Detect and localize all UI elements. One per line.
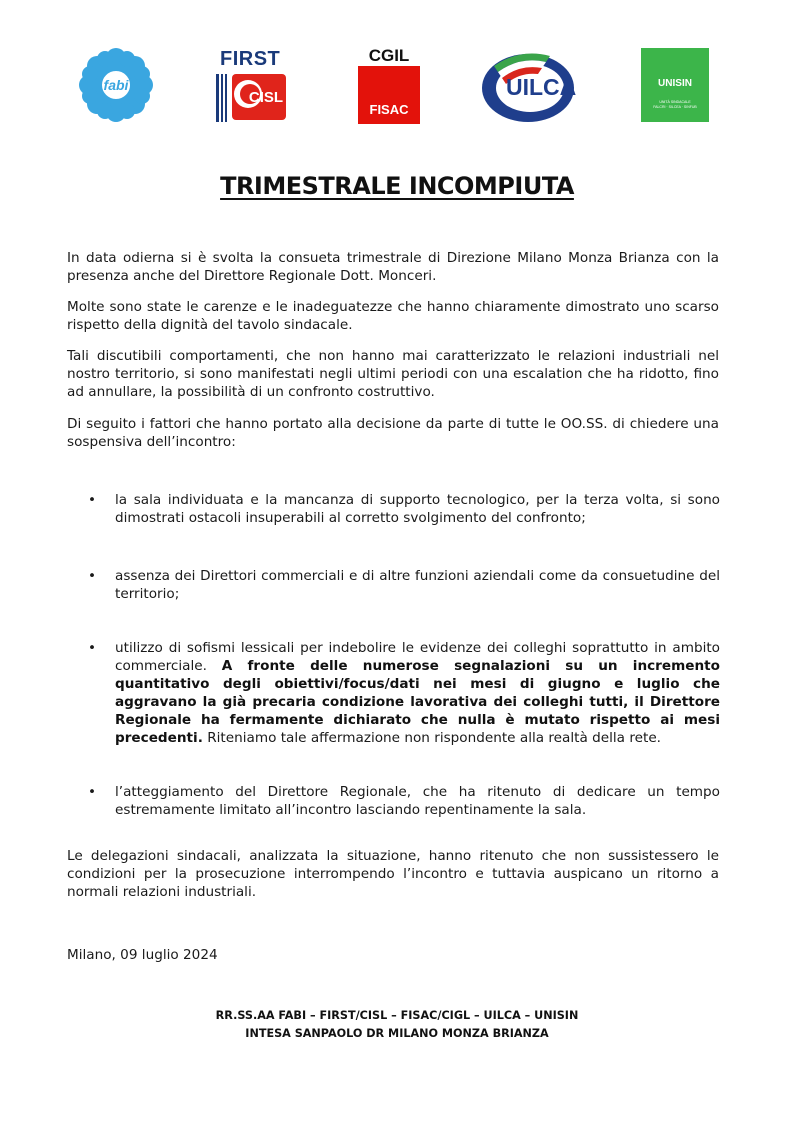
- list-item: [88, 639, 720, 747]
- uilca-logo-text: UILCA: [506, 74, 577, 100]
- first-cisl-logo: [214, 48, 290, 124]
- unisin-logo-subtext: UNITÀ SINDACALE FALCRI · SILCEA · SINFUB: [653, 100, 697, 109]
- uilca-logo: [480, 46, 588, 124]
- first-logo-text: FIRST: [220, 48, 281, 70]
- paragraph-factors-intro: Di seguito i fattori che hanno portato alla decisione da parte di tutte le OO.SS. di chiedere una sospensiva dell’incontro:: [67, 416, 719, 450]
- paragraph-intro: In data odierna si è svolta la consueta trimestrale di Direzione Milano Monza Brianza con la presenza anche del Direttore Regionale Dott. Monceri.: [67, 250, 719, 284]
- footer-line-company: INTESA SANPAOLO DR MILANO MONZA BRIANZA: [245, 1027, 549, 1040]
- list-item-text-bold: A fronte delle numerose segnalazioni su un incremento quantitativo degli obiettivi/focus/dati nei mesi di giugno e luglio che aggravano la già precaria condizione lavorativa dei colleghi tutti, il Direttore Regionale ha fermamente dichiarato che nulla è mutato rispetto ai mesi precedenti.: [115, 658, 721, 746]
- fabi-logo: [74, 46, 158, 124]
- list-item-text: la sala individuata e la mancanza di supporto tecnologico, per la terza volta, si sono dimostrati ostacoli insuperabili al corretto svolgimento del confronto;: [115, 492, 720, 526]
- bullet-icon: •: [88, 784, 97, 800]
- paragraph-shortcomings: Molte sono state le carenze e le inadeguatezze che hanno chiaramente dimostrato uno scarso rispetto della dignità del tavolo sindacale.: [67, 299, 719, 333]
- bullet-icon: •: [88, 568, 97, 584]
- list-item-text: assenza dei Direttori commerciali e di altre funzioni aziendali come da consuetudine del territorio;: [115, 568, 720, 602]
- footer-line-unions: RR.SS.AA FABI – FIRST/CISL – FISAC/CIGL – UILCA – UNISIN: [215, 1009, 579, 1022]
- list-item: [88, 567, 720, 603]
- document-title: TRIMESTRALE INCOMPIUTA: [220, 172, 574, 200]
- list-item-text-end: Riteniamo tale affermazione non rispondente alla realtà della rete.: [202, 730, 662, 746]
- fisac-logo-text: FISAC: [369, 102, 409, 117]
- fabi-logo-text: fabi: [103, 77, 129, 93]
- paragraph-behaviour: Tali discutibili comportamenti, che non hanno mai caratterizzato le relazioni industriali nel nostro territorio, si sono manifestati negli ultimi periodi con una escalation che ha ridotto, fino ad annullare, la possibilità di un confronto costruttivo.: [67, 348, 719, 400]
- cgil-fisac-logo: [358, 44, 420, 124]
- list-item: [88, 783, 720, 819]
- bullet-icon: •: [88, 492, 97, 508]
- list-item-text: [115, 639, 720, 747]
- signature-footer: [0, 1007, 794, 1043]
- bullet-icon: •: [88, 640, 97, 656]
- cisl-logo-text: CISL: [248, 89, 284, 106]
- unisin-logo: [641, 48, 709, 122]
- unisin-logo-text: UNISIN: [658, 78, 692, 89]
- list-item: [88, 491, 720, 527]
- list-item-text: l’atteggiamento del Direttore Regionale, che ha ritenuto di dedicare un tempo estremamente limitato all’incontro lasciando repentinamente la sala.: [115, 784, 720, 818]
- list-item-text-start: utilizzo di sofismi lessicali per indebolire le evidenze dei colleghi soprattutto in ambito commerciale.: [115, 640, 720, 674]
- place-date: Milano, 09 luglio 2024: [67, 947, 218, 963]
- paragraph-conclusion: Le delegazioni sindacali, analizzata la situazione, hanno ritenuto che non sussistessero le condizioni per la prosecuzione interrompendo l’incontro e tuttavia auspicano un ritorno a normali relazioni industriali.: [67, 848, 719, 900]
- logos-header: [0, 44, 794, 130]
- cgil-logo-text: CGIL: [368, 46, 410, 65]
